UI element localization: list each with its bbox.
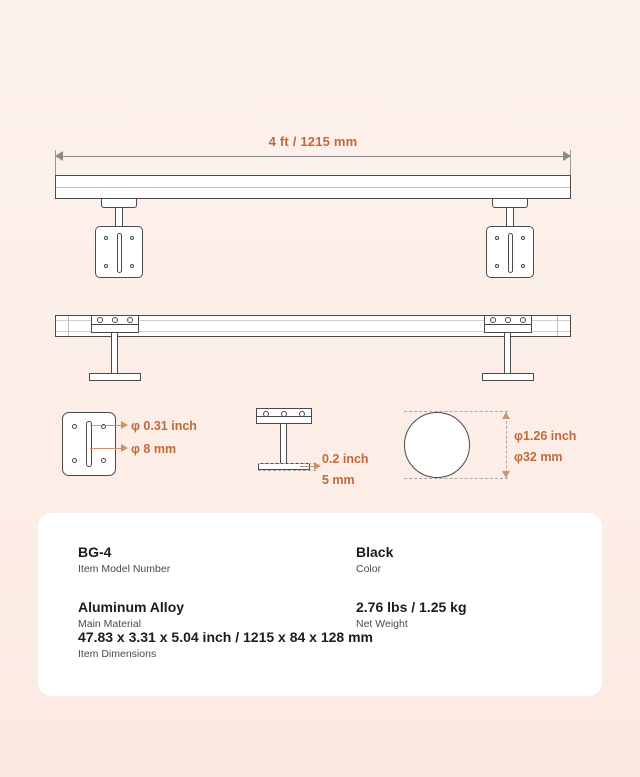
bracket-plate-centerline	[92, 324, 138, 325]
bracket-plate	[95, 226, 143, 278]
rail-edge-line	[557, 316, 558, 336]
bracket-plate	[486, 226, 534, 278]
screw-icon	[281, 411, 287, 417]
spec-item-weight	[356, 598, 596, 632]
detail-rail-cross-section	[404, 412, 470, 478]
thickness-extension-line	[258, 470, 316, 471]
bracket-stem	[280, 424, 287, 464]
rail-edge-line	[68, 316, 69, 336]
spec-material-label: Main Material	[78, 618, 142, 630]
callout-arrow-icon	[314, 462, 321, 470]
spec-dimensions-value: 47.83 x 3.31 x 5.04 inch / 1215 x 84 x 128 mm	[78, 629, 373, 645]
bracket-stem	[504, 333, 511, 375]
bracket-hole-icon	[130, 236, 134, 240]
callout-mounting-hole-mm: φ 8 mm	[131, 442, 177, 456]
bracket-foot	[89, 373, 141, 381]
screw-icon	[299, 411, 305, 417]
callout-leader-line	[90, 448, 122, 449]
screw-icon	[520, 317, 526, 323]
diameter-arrow-up-icon	[502, 412, 510, 419]
plate-hole-icon	[72, 458, 77, 463]
dimension-line	[55, 156, 571, 157]
spec-model-value: BG-4	[78, 544, 112, 560]
bracket-foot	[482, 373, 534, 381]
plate-hole-icon	[101, 458, 106, 463]
spec-color-label: Color	[356, 563, 382, 575]
callout-thickness-inch: 0.2 inch	[322, 452, 369, 466]
diameter-dimension-line	[506, 411, 507, 478]
bracket-hole-icon	[521, 236, 525, 240]
callout-rail-diameter-inch: φ1.26 inch	[514, 429, 577, 443]
bracket-hole-icon	[130, 264, 134, 268]
screw-icon	[97, 317, 103, 323]
bracket-cap	[101, 199, 137, 208]
spec-item-material	[78, 598, 378, 632]
spec-weight-value: 2.76 lbs / 1.25 kg	[356, 599, 467, 615]
bracket-side-right	[478, 313, 538, 391]
spec-dimensions-label: Item Dimensions	[78, 648, 157, 660]
spec-color-value: Black	[356, 544, 394, 560]
detail-wall-plate	[62, 412, 116, 476]
bracket-hole-icon	[495, 264, 499, 268]
callout-mounting-hole-inch: φ 0.31 inch	[131, 419, 197, 433]
thickness-extension-line	[258, 463, 316, 464]
callout-arrow-icon	[121, 444, 128, 452]
bracket-side-left	[85, 313, 145, 391]
specification-card	[38, 513, 602, 696]
detail-bracket-side	[252, 408, 316, 484]
screw-icon	[490, 317, 496, 323]
callout-thickness-mm: 5 mm	[322, 473, 355, 487]
handrail-front-view	[55, 175, 571, 199]
callout-arrow-icon	[121, 421, 128, 429]
screw-icon	[112, 317, 118, 323]
spec-item-dimensions	[78, 628, 578, 662]
spec-item-color	[356, 543, 596, 577]
bracket-slot	[117, 233, 122, 273]
spec-material-value: Aluminum Alloy	[78, 599, 185, 615]
dimension-arrow-left-icon	[55, 151, 63, 161]
screw-icon	[263, 411, 269, 417]
bracket-stem	[111, 333, 118, 375]
bracket-hole-icon	[104, 264, 108, 268]
diameter-extension-line	[404, 478, 508, 479]
spec-model-label: Item Model Number	[78, 563, 171, 575]
spec-item-model	[78, 543, 378, 577]
overall-dimension-label: 4 ft / 1215 mm	[268, 134, 358, 149]
bracket-slot	[508, 233, 513, 273]
diameter-arrow-down-icon	[502, 471, 510, 478]
bracket-hole-icon	[521, 264, 525, 268]
bracket-cap	[492, 199, 528, 208]
screw-icon	[505, 317, 511, 323]
overall-dimension-group	[55, 134, 571, 162]
diameter-extension-line	[404, 411, 508, 412]
plate-hole-icon	[72, 424, 77, 429]
bracket-plate-centerline	[485, 324, 531, 325]
bracket-hole-icon	[495, 236, 499, 240]
bracket-front-right	[478, 199, 542, 281]
bracket-front-left	[87, 199, 151, 281]
screw-icon	[127, 317, 133, 323]
spec-weight-label: Net Weight	[356, 618, 408, 630]
callout-rail-diameter-mm: φ32 mm	[514, 450, 563, 464]
plate-slot	[86, 421, 92, 467]
bracket-hole-icon	[104, 236, 108, 240]
callout-leader-line	[90, 425, 122, 426]
